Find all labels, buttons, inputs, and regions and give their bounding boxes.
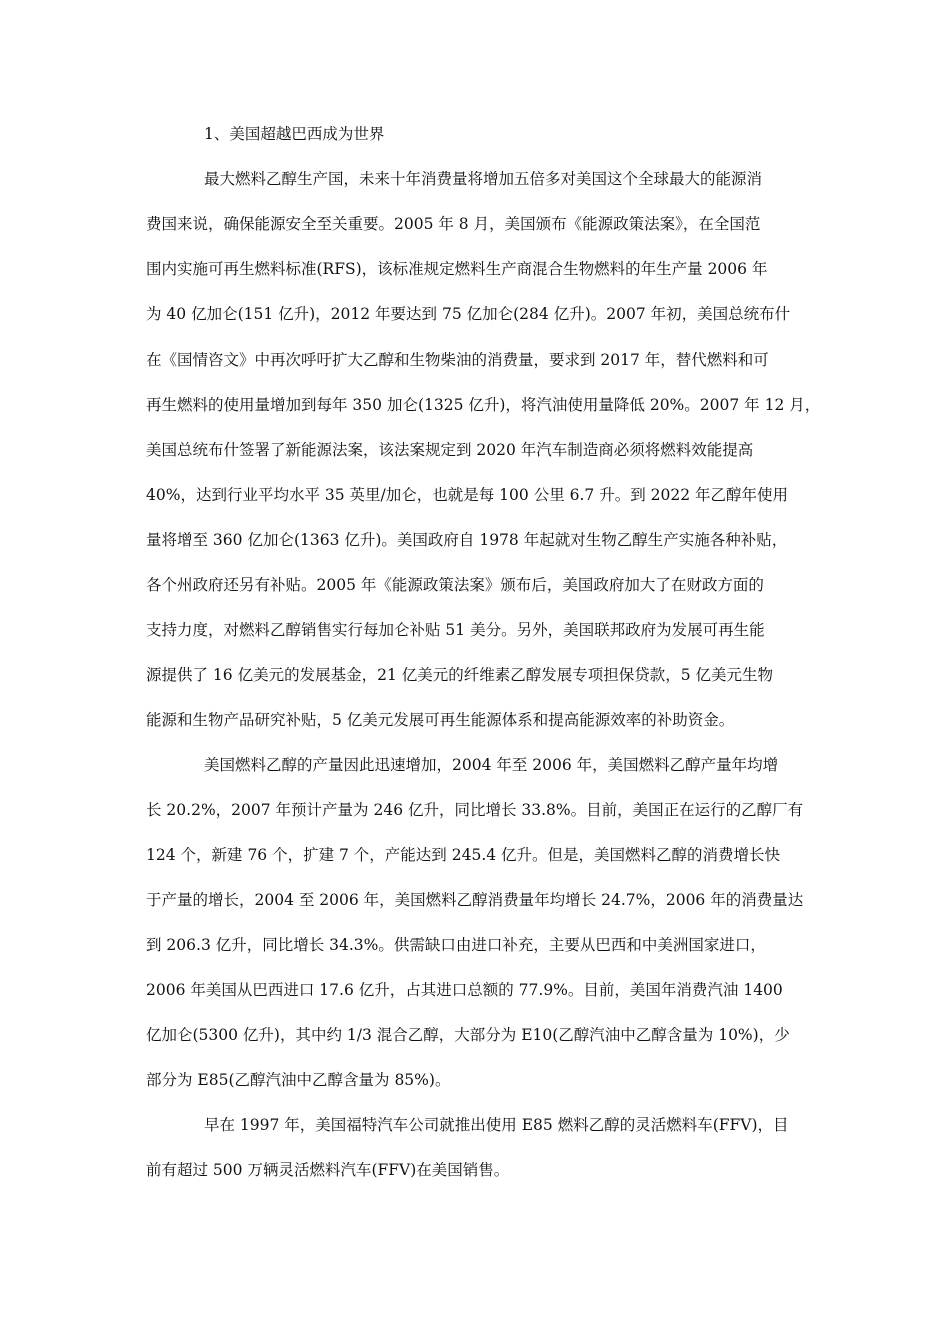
paragraph-line: 源提供了 16 亿美元的发展基金，21 亿美元的纤维素乙醇发展专项担保贷款，5 亿美元生物: [146, 666, 774, 684]
paragraph-line: 部分为 E85(乙醇汽油中乙醇含量为 85%)。: [146, 1071, 451, 1089]
paragraph-line: 124 个，新建 76 个，扩建 7 个，产能达到 245.4 亿升。但是，美国燃料乙醇的消费增长快: [146, 846, 781, 864]
paragraph-line: 美国燃料乙醇的产量因此迅速增加，2004 年至 2006 年，美国燃料乙醇产量年均增: [204, 756, 779, 774]
paragraph-line: 能源和生物产品研究补贴，5 亿美元发展可再生能源体系和提高能源效率的补助资金。: [146, 711, 735, 729]
paragraph-line: 再生燃料的使用量增加到每年 350 加仑(1325 亿升)，将汽油使用量降低 20%。2007 年 12 月，: [146, 396, 821, 414]
paragraph-line: 量将增至 360 亿加仑(1363 亿升)。美国政府自 1978 年起就对生物乙醇生产实施各种补贴，: [146, 531, 788, 549]
paragraph-line: 亿加仑(5300 亿升)，其中约 1/3 混合乙醇，大部分为 E10(乙醇汽油中乙醇含量为 10%)，少: [146, 1026, 790, 1044]
paragraph-line: 40%，达到行业平均水平 35 英里/加仑，也就是每 100 公里 6.7 升。到 2022 年乙醇年使用: [146, 486, 788, 504]
section-heading: 1、美国超越巴西成为世界: [204, 125, 385, 143]
paragraph-line: 长 20.2%，2007 年预计产量为 246 亿升，同比增长 33.8%。目前，美国正在运行的乙醇厂有: [146, 801, 804, 819]
paragraph-line: 最大燃料乙醇生产国，未来十年消费量将增加五倍多对美国这个全球最大的能源消: [204, 170, 763, 188]
paragraph-line: 为 40 亿加仑(151 亿升)，2012 年要达到 75 亿加仑(284 亿升)。2007 年初，美国总统布什: [146, 305, 791, 323]
paragraph-line: 支持力度，对燃料乙醇销售实行每加仑补贴 51 美分。另外，美国联邦政府为发展可再生能: [146, 621, 765, 639]
paragraph-line: 各个州政府还另有补贴。2005 年《能源政策法案》颁布后，美国政府加大了在财政方面的: [146, 576, 764, 594]
paragraph-line: 美国总统布什签署了新能源法案，该法案规定到 2020 年汽车制造商必须将燃料效能提高: [146, 441, 754, 459]
paragraph-line: 早在 1997 年，美国福特汽车公司就推出使用 E85 燃料乙醇的灵活燃料车(FFV)，目: [204, 1116, 789, 1134]
paragraph-line: 前有超过 500 万辆灵活燃料汽车(FFV)在美国销售。: [146, 1161, 510, 1179]
paragraph-line: 围内实施可再生燃料标准(RFS)，该标准规定燃料生产商混合生物燃料的年生产量 2006 年: [146, 260, 768, 278]
paragraph-line: 在《国情咨文》中再次呼吁扩大乙醇和生物柴油的消费量，要求到 2017 年，替代燃料和可: [146, 351, 769, 369]
paragraph-line: 费国来说，确保能源安全至关重要。2005 年 8 月，美国颁布《能源政策法案》，在全国范: [146, 215, 761, 233]
paragraph-line: 2006 年美国从巴西进口 17.6 亿升，占其进口总额的 77.9%。目前，美国年消费汽油 1400: [146, 981, 783, 999]
paragraph-line: 到 206.3 亿升，同比增长 34.3%。供需缺口由进口补充，主要从巴西和中美洲国家进口，: [146, 936, 766, 954]
paragraph-line: 于产量的增长，2004 至 2006 年，美国燃料乙醇消费量年均增长 24.7%，2006 年的消费量达: [146, 891, 804, 909]
